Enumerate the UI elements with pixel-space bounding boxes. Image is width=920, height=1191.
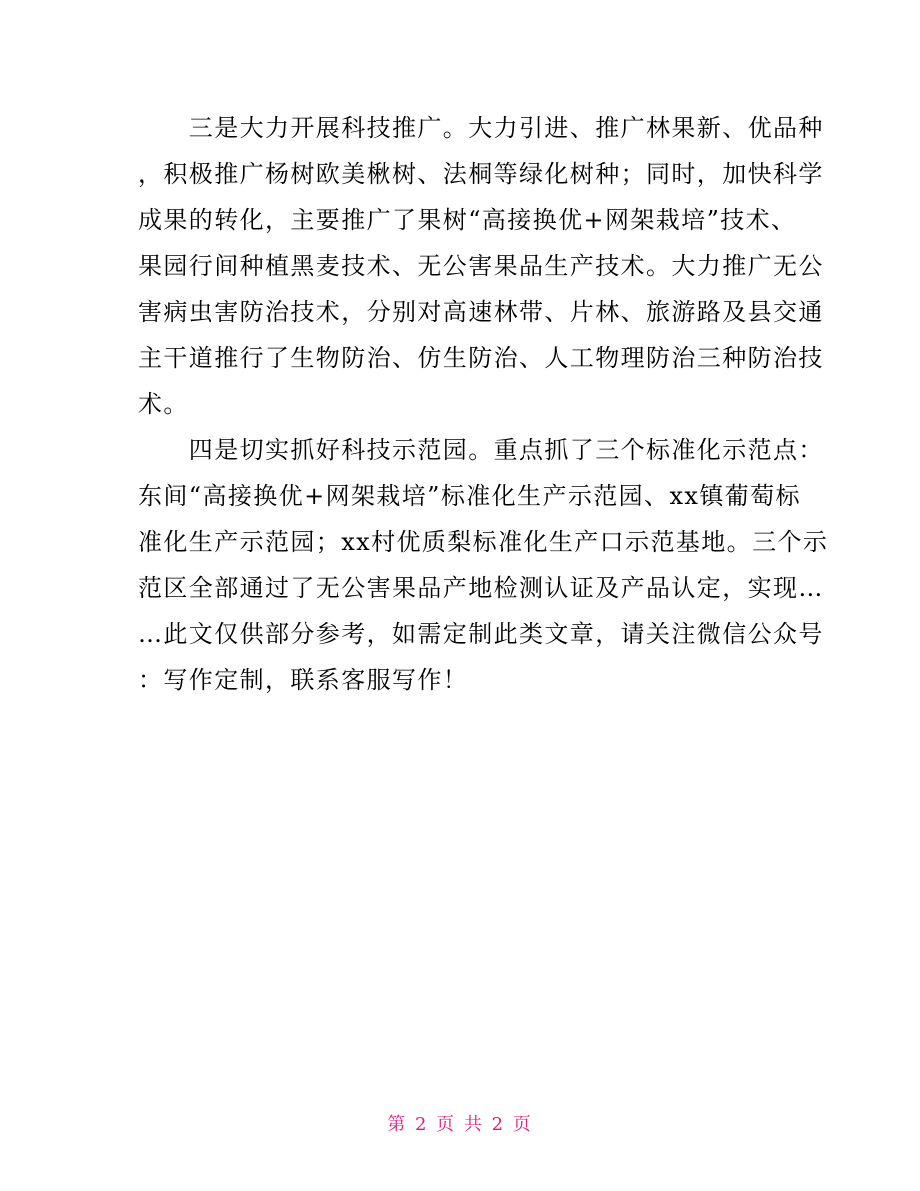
text-line: …此文仅供部分参考，如需定制此类文章，请关注微信公众号 — [138, 620, 824, 648]
text-line: 害病虫害防治技术，分别对高速林带、片林、旅游路及县交通 — [138, 298, 824, 326]
text-line: 范区全部通过了无公害果品产地检测认证及产品认定，实现… — [138, 574, 824, 602]
text-line: 成果的转化，主要推广了果树“高接换优+网架栽培”技术、 — [138, 206, 797, 234]
text-line: 主干道推行了生物防治、仿生防治、人工物理防治三种防治技 — [138, 344, 824, 372]
text-line: 三是大力开展科技推广。大力引进、推广林果新、优品种 — [138, 114, 824, 142]
text-line: ：写作定制，联系客服写作！ — [138, 666, 469, 694]
page-number-footer: 第 2 页 共 2 页 — [387, 1114, 533, 1135]
text-line: 果园行间种植黑麦技术、无公害果品生产技术。大力推广无公 — [138, 252, 824, 280]
text-line: ，积极推广杨树欧美楸树、法桐等绿化树种；同时，加快科学 — [138, 160, 824, 188]
text-line: 东间“高接换优+网架栽培”标准化生产示范园、xx镇葡萄标 — [138, 482, 801, 510]
text-line: 准化生产示范园；xx村优质梨标准化生产口示范基地。三个示 — [138, 528, 829, 556]
text-line: 术。 — [138, 390, 189, 418]
paragraph-tech-promotion — [138, 105, 824, 427]
text-line: 四是切实抓好科技示范园。重点抓了三个标准化示范点： — [138, 436, 824, 464]
document-body — [138, 105, 829, 703]
paragraph-demo-garden — [138, 427, 829, 703]
